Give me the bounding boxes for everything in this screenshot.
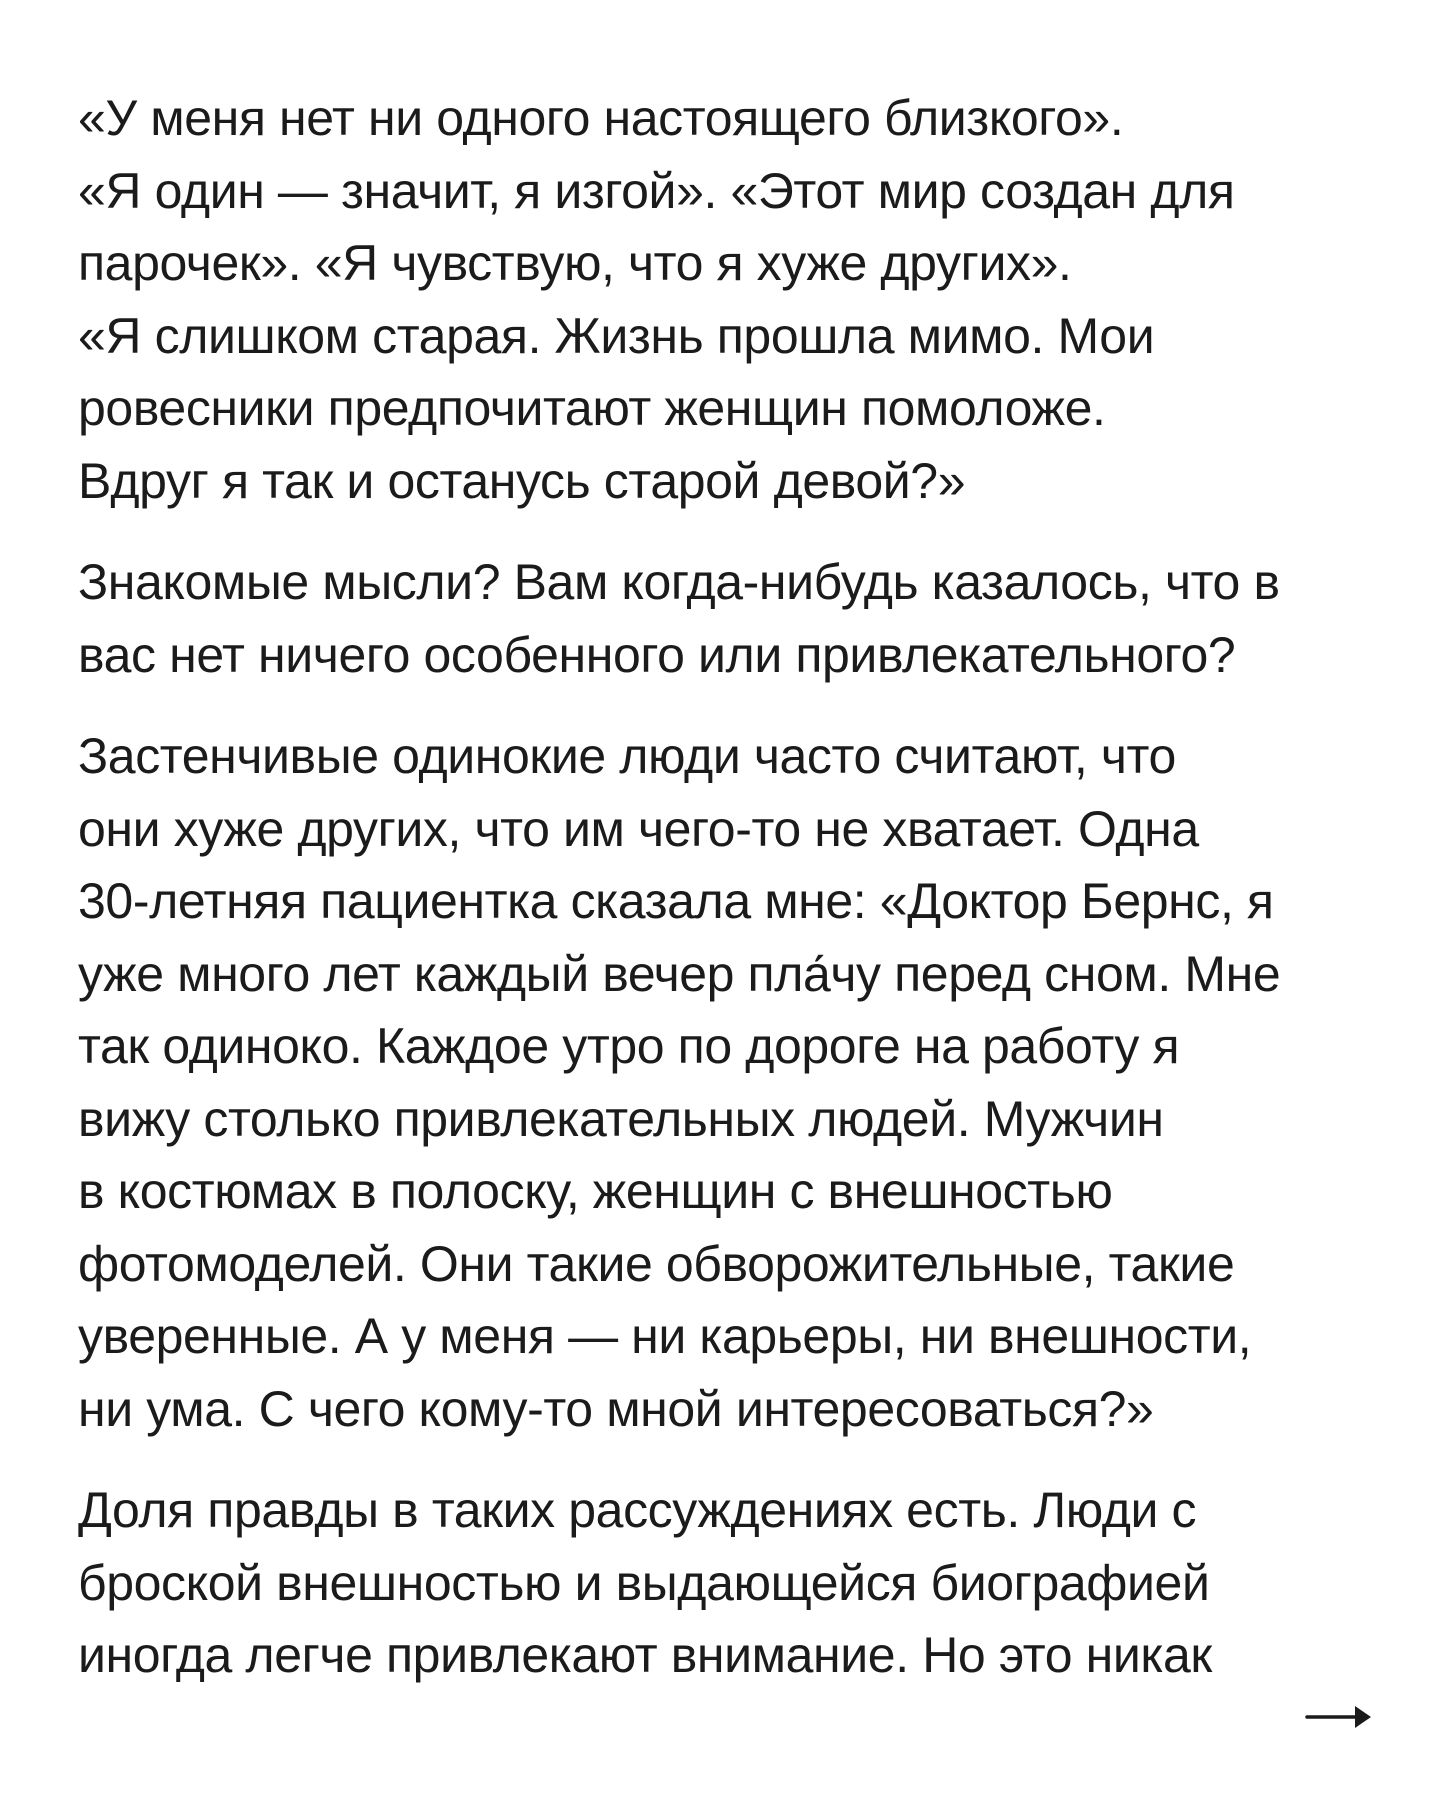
text-line: «Я слишком старая. Жизнь прошла мимо. Мои <box>78 307 1155 364</box>
text-line: Знакомые мысли? Вам когда-нибудь казалось, что в <box>78 554 1280 610</box>
text-line: уже много лет каждый вечер пла́чу перед сном. Мне <box>78 945 1281 1002</box>
text-line: ровесники предпочитают женщин помоложе. <box>78 380 1106 436</box>
text-line: «Я один — значит, я изгой». «Этот мир создан для <box>78 162 1235 219</box>
text-line: «У меня нет ни одного настоящего близкого». <box>78 90 1124 146</box>
arrow-right-icon <box>1305 1697 1375 1737</box>
text-line: вас нет ничего особенного или привлекательного? <box>78 626 1236 683</box>
paragraph-truth <box>78 1474 1378 1692</box>
text-line: фотомоделей. Они такие обворожительные, такие <box>78 1235 1235 1292</box>
text-line: Застенчивые одинокие люди часто считают, что <box>78 728 1176 784</box>
text-page <box>78 82 1378 1721</box>
text-line: так одиноко. Каждое утро по дороге на работу я <box>78 1018 1180 1074</box>
text-line: броской внешностью и выдающейся биографией <box>78 1554 1210 1611</box>
text-line: в костюмах в полоску, женщин с внешностью <box>78 1163 1113 1219</box>
paragraph-patient-story <box>78 720 1378 1445</box>
text-line: уверенные. А у меня — ни карьеры, ни внешности, <box>78 1308 1252 1364</box>
text-line: парочек». «Я чувствую, что я хуже других». <box>78 235 1072 291</box>
text-line: иногда легче привлекают внимание. Но это никак <box>78 1627 1212 1683</box>
text-line: они хуже других, что им чего-то не хватает. Одна <box>78 800 1199 857</box>
paragraph-question <box>78 546 1378 691</box>
text-line: 30-летняя пациентка сказала мне: «Доктор Бернс, я <box>78 873 1274 929</box>
paragraph-quotes <box>78 82 1378 517</box>
text-line: ни ума. С чего кому-то мной интересоваться?» <box>78 1380 1154 1437</box>
text-line: Доля правды в таких рассуждениях есть. Люди с <box>78 1482 1197 1538</box>
text-line: вижу столько привлекательных людей. Мужчин <box>78 1090 1164 1147</box>
text-line: Вдруг я так и останусь старой девой?» <box>78 452 966 509</box>
next-page-button[interactable] <box>1305 1697 1375 1737</box>
